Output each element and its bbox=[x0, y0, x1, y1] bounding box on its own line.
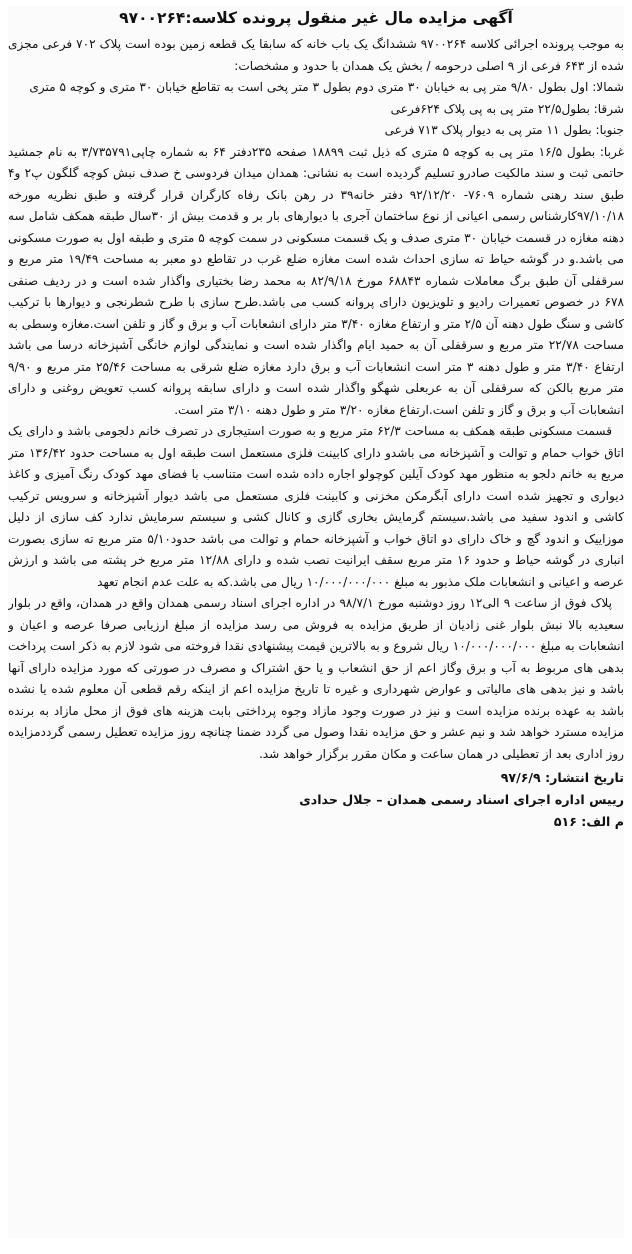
north-boundary: شمالا: اول بطول ۹/۸۰ متر پی به خیابان ۳۰ متری دوم بطول ۳ متر پخی است به تقاطع خیابان ۳۰ متری و کوچه ۵ متری bbox=[29, 80, 624, 94]
auction-notice bbox=[8, 6, 624, 1238]
notice-body bbox=[8, 34, 624, 765]
reference-code: م الف: ۵۱۶ bbox=[553, 814, 624, 829]
notice-footer bbox=[8, 767, 624, 833]
publish-date: تاریخ انتشار: ۹۷/۶/۹ bbox=[500, 770, 624, 785]
west-boundary-description: غربا: بطول ۱۶/۵ متر پی به کوچه ۵ متری که ذیل ثبت ۱۸۸۹۹ صفحه ۲۳۵دفتر ۶۴ به شماره چاپی۳/۷۳۵۷۹۱ به نام جمشید حاتمی ثبت و سند مالکیت صادرو تسلیم گردیده است به نشانی: همدان میدان فردوسی خ صدف نبش کوچه گلگون پ۲ و۴ طبق سند رهنی شماره ۷۶۰۹- ۹۲/۱۲/۲۰ دفتر خانه۳۹ در رهن بانک رفاه کارگران قرار گرفته و طبق نظریه مورخه ۹۷/۱۰/۱۸کارشناس رسمی اعیانی از نوع ساختمان آجری با دیوارهای بار بر و قدمت بیش از ۳۰سال طبقه همکف شامل سه دهنه مغازه در قسمت خیابان ۳۰ متری صدف و یک قسمت مسکونی در سمت کوچه ۵ متری و طبقه اول به صورت مسکونی می باشد.و در گوشه حیاط ته سازی احداث شده است مغازه ضلع غرب در تقاطع دو معبر به مساحت ۱۹/۴۹ متر مربع و سرقفلی آن طبق برگ معاملات شماره ۶۸۸۴۳ مورخ ۸۲/۹/۱۸ به محمد رضا بختیاری واگذار شده است و در ردیف صنفی ۶۷۸ در خصوص تعمیرات رادیو و تلویزیون دارای پروانه کسب می باشد.طرح سازی با طرح شطرنجی و دیوارها با ترکیب کاشی و سنگ طول دهنه آن ۲/۵ متر و ارتفاع مغازه ۳/۴۰ متر دارای انشعابات آب و برق و گاز و تلفن است.مغازه وسطی به مساحت ۲۲/۷۸ متر مربع و سرقفلی آن به حمید ایام واگذار شده است و نمایندگی لوازم خانگی آشپزخانه درسا می باشد ارتفاع ۳/۴۰ متر و طول دهنه ۳ متر است انشعابات آب و برق دارد مغازه ضلع شرقی به مساحت ۲۵/۴۶ متر مربع و ۹/۹۰ متر مربع بالکن که سرقفلی آن به عربعلی شهگو واگذار شده است و دارای سابقه پروانه کسب تعویض روغنی و دارای انشعابات آب و برق و گاز و تلفن است.ارتفاع مغازه ۳/۲۰ متر و طول دهنه ۳/۱۰ متر است. bbox=[8, 144, 624, 417]
auction-terms: پلاک فوق از ساعت ۹ الی۱۲ روز دوشنبه مورخ ۹۸/۷/۱ در اداره اجرای اسناد رسمی همدان واقع در همدان، واقع در بلوار سعیدیه بالا نبش بلوار غنی زادیان از طریق مزایده به فروش می رسد مزایده از مبلغ ارزیابی صرفا عرصه و اعیان و انشعابات به مبلغ ۱۰/۰۰۰/۰۰۰/۰۰۰ ریال شروع و به بالاترین قیمت پیشنهادی نقدا فروخته می شود لازم به ذکر است پرداخت بدهی های مربوط به آب و برق وگاز اعم از حق انشعاب و یا حق اشتراک و مصرف در صورتی که مورد مزایده دارای آنها باشد و نیز بدهی های مالیاتی و عوارض شهرداری و غیره تا تاریخ مزایده اعم از اینکه رقم قطعی آن معلوم شده یا نشده باشد به عهده برنده مزایده است و نیز در صورت وجود مازاد وجوه پرداختی بابت هزینه های فوق از محل مازاد به برنده مزایده مسترد خواهد شد و نیم عشر و حق مزایده نقدا وصول می گردد ضمنا چنانچه روز مزایده تعطیل رسمی گرددمزایده روز اداری بعد از تعطیلی در همان ساعت و مکان مقرر برگزار خواهد شد. bbox=[8, 596, 624, 761]
east-boundary: شرقا: بطول۲۲/۵ متر پی به پی پلاک ۶۲۴فرعی bbox=[390, 101, 624, 116]
signature: رییس اداره اجرای اسناد رسمی همدان – جلال حدادی bbox=[299, 792, 624, 807]
intro-paragraph: به موجب پرونده اجرائی کلاسه ۹۷۰۰۲۶۴ ششدانگ یک باب خانه که سابقا یک قطعه زمین بوده است پلاک ۷۰۲ فرعی مجزی شده از ۶۴۳ فرعی از ۹ اصلی درحومه / بخش یک همدان با حدود و مشخصات: bbox=[8, 37, 624, 73]
residential-description: قسمت مسکونی طبقه همکف به مساحت ۶۲/۳ متر مربع و به صورت استیجاری در تصرف خانم دلجومی باشد و دارای یک اتاق خواب حمام و توالت و آشپزخانه می باشدو دارای کابینت فلزی مستعمل است طبقه اول به مساحت حدود ۱۳۶/۴۲ متر مربع به خانم دلجو به منظور مهد کودک آیلین کوچولو اجاره داده شده است متناسب با فضای مهد کودک رنگ آمیزی و کاغذ دیواری و تجهیز شده است دارای آبگرمکن مخزنی و کابینت فلزی مستعمل می باشد دیوار آشپزخانه و سرویس ترکیب کاشی و اندود سفید می باشد.سیستم گرمایش بخاری گازی و کانال کشی و سیستم سرمایش ندارد کف سازی از دلیل موزاییک و اندود گچ و خاک دارای دو اتاق خواب و آشپزخانه حمام و توالت می باشد حدود۵/۱۰ متر مربع ته سازی بصورت انباری در گوشه حیاط و حدود ۱۶ متر مربع سقف ایرانیت نصب شده و دارای ۱۲/۸۸ متر مربع خر پشته می باشد و ارزش عرصه و اعیانی و انشعابات ملک مذبور به مبلغ ۱۰/۰۰۰/۰۰۰/۰۰۰ ریال می باشد.که به علت عدم انجام تعهد bbox=[8, 424, 624, 589]
notice-title: آگهی مزایده مال غیر منقول پرونده کلاسه:۹۷۰۰۲۶۴ bbox=[119, 9, 513, 27]
south-boundary: جنوبا: بطول ۱۱ متر پی به دیوار پلاک ۷۱۳ فرعی bbox=[384, 123, 624, 137]
